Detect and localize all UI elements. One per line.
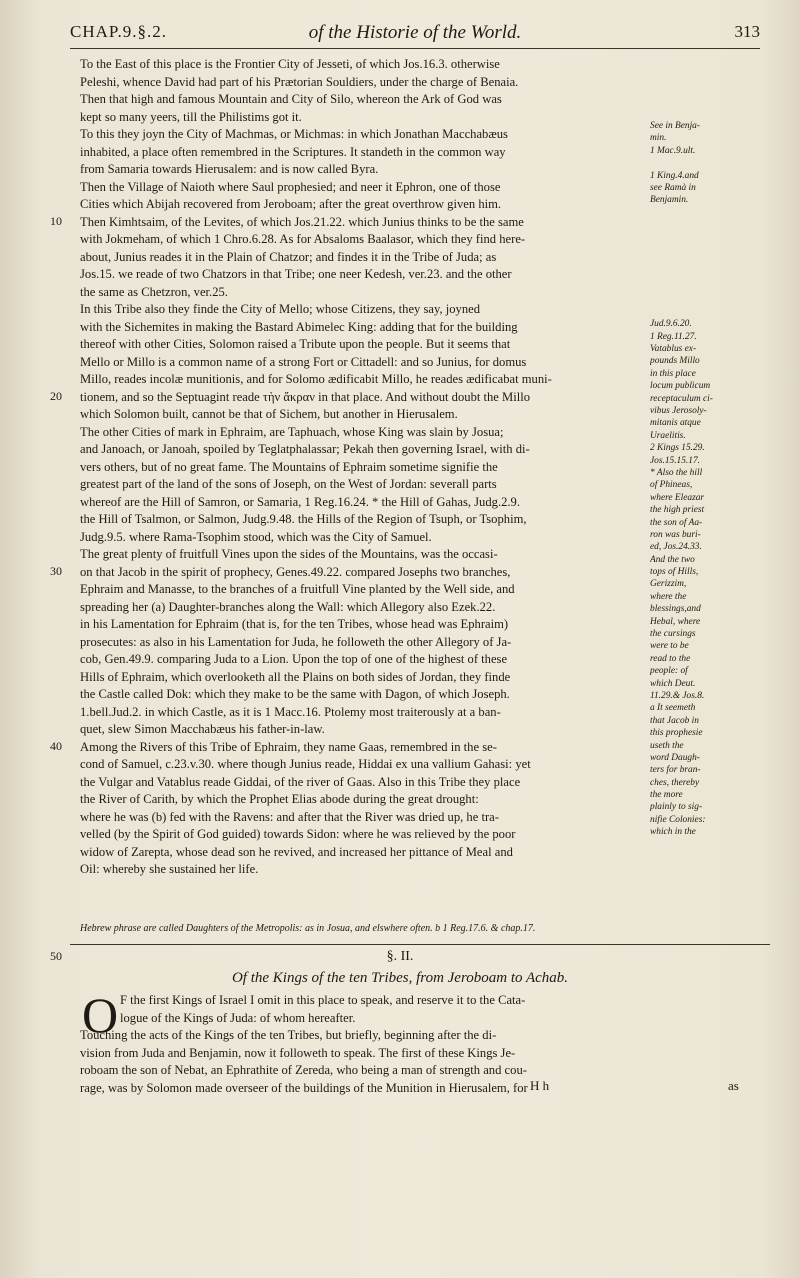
- text-line: Then Kimhtsaim, of the Levites, of which Jos.21.22. which Junius thinks to be the same: [80, 214, 524, 229]
- section-text-block: [80, 992, 680, 1097]
- margin-note-line: see Ramà in: [650, 182, 696, 193]
- margin-note-line: useth the: [650, 740, 684, 751]
- signature-mark: H h: [530, 1078, 550, 1093]
- text-line: The other Cities of mark in Ephraim, are Taphuach, whose King was slain by Josua;: [80, 424, 504, 439]
- margin-note-line: Gerizzim,: [650, 579, 687, 590]
- margin-note-line: [650, 244, 770, 256]
- margin-note-line: * Also the hill: [650, 467, 703, 478]
- margin-note-line: Jos.15.15.17.: [650, 455, 700, 466]
- margin-note-line: where the: [650, 591, 687, 602]
- margin-note-line: [650, 306, 770, 318]
- margin-note-line: word Daugh-: [650, 752, 700, 763]
- margin-note-line: a It seemeth: [650, 703, 696, 714]
- text-line: and Janoach, or Janoah, spoiled by Teglatphalassar; Pekah then governing Israel, with di-: [80, 442, 530, 456]
- text-line: with Jokmeham, of which 1 Chro.6.28. As for Absaloms Baalasor, which they find here-: [80, 232, 526, 246]
- margin-note-line: locum publicum: [650, 381, 711, 392]
- text-line: in his Lamentation for Ephraim (that is, for the ten Tribes, whose head was Ephraim): [80, 617, 509, 631]
- margin-note-line: tops of Hills,: [650, 567, 699, 578]
- margin-note-line: people: of: [650, 666, 688, 677]
- margin-note-line: blessings,and: [650, 604, 701, 615]
- text-line: cob, Gen.49.9. comparing Juda to a Lion. Upon the top of one of the highest of these: [80, 652, 508, 666]
- margin-note-line: the son of Aa-: [650, 517, 703, 528]
- margin-note-line: [650, 269, 770, 281]
- margin-note-line: 11.29.& Jos.8.: [650, 690, 705, 701]
- margin-note-line: [650, 256, 770, 268]
- margin-note-line: Hebal, where: [650, 616, 701, 627]
- margin-note-line: And the two: [650, 554, 695, 565]
- text-line: Jos.15. we reade of two Chatzors in that Tribe; one neer Kedesh, ver.23. and the other: [80, 267, 512, 281]
- text-line: about, Junius reades it in the Plain of Chatzor; and findes it in the Tribe of Juda; as: [80, 249, 497, 264]
- text-line: which Solomon built, cannot be that of Sichem, but another in Hierusalem.: [80, 407, 458, 421]
- footnote: Hebrew phrase are called Daughters of the Metropolis: as in Josua, and elswhere often. b 1 Reg.17.6. & chap.17.: [80, 923, 536, 934]
- text-line: Millo, reades incolæ munitionis, and for Solomo ædificabit Millo, he reades ædificabat muni-: [80, 372, 552, 386]
- margin-note-line: 1 King.4.and: [650, 170, 699, 181]
- margin-note-line: [650, 219, 770, 231]
- section-divider: [70, 944, 770, 945]
- text-line: Then that high and famous Mountain and City of Silo, whereon the Ark of God was: [80, 92, 502, 106]
- margin-note-line: the high priest: [650, 505, 705, 516]
- text-line: thereof with other Cities, Solomon raised a Tribute upon the people. But it seems that: [80, 337, 511, 351]
- text-line: velled (by the Spirit of God guided) towards Sidon: where he was relieved by the poor: [80, 827, 516, 841]
- margin-note-line: of Phineas,: [650, 480, 693, 491]
- section-text-line: F the first Kings of Israel I omit in this place to speak, and reserve it to the Cata-: [120, 993, 526, 1007]
- margin-note-line: plainly to sig-: [650, 802, 703, 813]
- margin-note-line: See in Benja-: [650, 121, 700, 131]
- margin-note-line: which Deut.: [650, 678, 696, 689]
- line-number: 30: [50, 563, 62, 578]
- margin-note-line: 2 Kings 15.29.: [650, 443, 705, 454]
- margin-note-line: [650, 232, 770, 244]
- margin-note-line: where Eleazar: [650, 492, 705, 503]
- chapter-reference: CHAP.9.§.2.: [70, 22, 167, 41]
- text-line: the River of Carith, by which the Prophet Elias abode during the great drought:: [80, 792, 479, 806]
- section-text-line: logue of the Kings of Juda: of whom hereafter.: [120, 1010, 356, 1025]
- text-line: To this they joyn the City of Machmas, or Michmas: in which Jonathan Macchabæus: [80, 127, 508, 141]
- text-line: the same as Chetzron, ver.25.: [80, 284, 228, 299]
- line-number: 10: [50, 213, 62, 228]
- line-number: 40: [50, 738, 62, 753]
- margin-note-line: nifie Colonies:: [650, 814, 706, 825]
- margin-note-line: [650, 281, 770, 293]
- section-text-line: vision from Juda and Benjamin, now it followeth to speak. The first of these Kings Je-: [80, 1045, 516, 1060]
- text-line: Judg.9.5. where Rama-Tsophim stood, which was the City of Samuel.: [80, 529, 432, 544]
- margin-note-line: Uraelitis.: [650, 430, 686, 441]
- margin-note-line: vibus Jerosoly-: [650, 405, 707, 416]
- text-line: quet, slew Simon Macchabæus his father-in-law.: [80, 722, 325, 736]
- text-line: tionem, and so the Septuagint reade τὴν ἄκραν in that place. And without doubt the Millo: [80, 389, 531, 404]
- text-line: with the Sichemites in making the Bastard Abimelec King: adding that for the building: [80, 319, 518, 334]
- margin-note-line: the more: [650, 790, 683, 801]
- margin-note-line: pounds Millo: [650, 356, 700, 367]
- running-header: [70, 14, 760, 49]
- text-line: The great plenty of fruitfull Vines upon the sides of the Mountains, was the occasi-: [80, 547, 498, 561]
- text-line: In this Tribe also they finde the City of Mello; whose Citizens, they say, joyned: [80, 302, 481, 316]
- text-line: 1.bell.Jud.2. in which Castle, as it is 1 Macc.16. Ptolemy most traiterously at a ban-: [80, 704, 501, 719]
- margin-note-line: ron was buri-: [650, 529, 701, 540]
- margin-note-line: the cursings: [650, 629, 696, 640]
- margin-note-line: receptaculum ci-: [650, 393, 713, 404]
- text-line: the Castle called Dok: which they make to be the same with Dagon, of which Joseph.: [80, 687, 510, 701]
- margin-note-line: read to the: [650, 653, 691, 664]
- section-title: Of the Kings of the ten Tribes, from Jeroboam to Achab.: [231, 970, 569, 986]
- margin-note-line: ed, Jos.24.33.: [650, 542, 702, 553]
- page-number: 313: [734, 22, 760, 41]
- margin-note-line: [650, 293, 770, 305]
- line-number: 20: [50, 388, 62, 403]
- margin-note-line: mitanis atque: [650, 418, 701, 429]
- margin-note-line: Vatablus ex-: [650, 344, 697, 355]
- section-text-line: rage, was by Solomon made overseer of the buildings of the Munition in Hierusalem, for: [80, 1080, 528, 1095]
- margin-note-line: 1 Reg.11.27.: [650, 331, 697, 342]
- margin-note-line: 1 Mac.9.ult.: [650, 145, 696, 156]
- text-line: To the East of this place is the Frontier City of Jesseti, of which Jos.16.3. otherwise: [80, 57, 500, 71]
- text-line: the Hill of Tsalmon, or Salmon, Judg.9.48. the Hills of the Region of Tsuph, or Tsophim,: [80, 512, 527, 526]
- text-line: whereof are the Hill of Samron, or Samaria, 1 Reg.16.24. * the Hill of Gahas, Judg.2.9.: [80, 494, 520, 509]
- section-text-line: roboam the son of Nebat, an Ephrathite of Zereda, who being a man of strength and cou-: [80, 1063, 527, 1077]
- text-line: prosecutes: as also in his Lamentation for Juda, he followeth the other Allegory of Ja-: [80, 634, 512, 649]
- margin-note-line: that Jacob in: [650, 715, 699, 726]
- text-line: widow of Zarepta, whose dead son he revived, and increased her pittance of Meal and: [80, 844, 513, 859]
- margin-note-line: in this place: [650, 368, 696, 379]
- text-line: from Samaria towards Hierusalem: and is now called Byra.: [80, 162, 379, 176]
- text-line: on that Jacob in the spirit of prophecy, Genes.49.22. compared Josephs two branches,: [80, 564, 511, 579]
- margin-note-line: [650, 157, 770, 169]
- catchword: as: [728, 1078, 739, 1093]
- text-line: the Vulgar and Vatablus reade Giddai, of the river of Gaas. Also in this Tribe they place: [80, 774, 521, 789]
- margin-note-line: this prophesie: [650, 728, 703, 739]
- section-text-line: Touching the acts of the Kings of the ten Tribes, but briefly, beginning after the di-: [80, 1028, 497, 1042]
- line-number: 50: [50, 949, 62, 963]
- margin-note-line: Benjamin.: [650, 195, 689, 206]
- text-line: where he was (b) fed with the Ravens: and after that the River was dried up, he tra-: [80, 809, 499, 824]
- text-line: Ephraim and Manasse, to the branches of a fruitfull Vine planted by the Well side, and: [80, 582, 515, 596]
- text-line: Mello or Millo is a common name of a strong Fort or Cittadell: and so Junius, for domus: [80, 354, 527, 369]
- text-line: Cities which Abijah recovered from Jeroboam; after the great overthrow given him.: [80, 197, 502, 211]
- margin-notes: [650, 120, 770, 839]
- margin-note-line: Jud.9.6.20.: [650, 319, 692, 330]
- margin-note-line: ters for bran-: [650, 765, 701, 776]
- text-line: spreading her (a) Daughter-branches along the Wall: which Allegory also Ezek.22.: [80, 599, 496, 614]
- text-line: inhabited, a place often remembred in the Scriptures. It standeth in the common way: [80, 144, 506, 159]
- text-line: cond of Samuel, c.23.v.30. where though Junius reade, Hiddai ex una vallium Gahasi: yet: [80, 757, 531, 771]
- main-text-block: [80, 56, 640, 879]
- text-line: Hills of Ephraim, which overlooketh all the Plains on both sides of Jordan, they finde: [80, 669, 511, 684]
- margin-note-line: [650, 207, 770, 219]
- text-line: Among the Rivers of this Tribe of Ephraim, they name Gaas, remembred in the se-: [80, 739, 497, 754]
- text-line: Peleshi, whence David had part of his Prætorian Souldiers, under the charge of Benaia.: [80, 74, 519, 89]
- margin-note-line: which in the: [650, 827, 696, 838]
- margin-note-line: were to be: [650, 641, 689, 652]
- running-title: of the Historie of the World.: [308, 22, 522, 43]
- text-line: greatest part of the land of the sons of Joseph, on the West of Jordan: severall parts: [80, 477, 497, 491]
- text-line: Then the Village of Naioth where Saul prophesied; and neer it Ephron, one of those: [80, 179, 501, 194]
- drop-cap: O: [82, 987, 119, 1043]
- text-line: Oil: whereby she sustained her life.: [80, 862, 259, 876]
- margin-note-line: min.: [650, 133, 667, 144]
- text-line: vers others, but of no great fame. The Mountains of Ephraim sometime signifie the: [80, 459, 498, 474]
- text-line: kept so many yeers, till the Philistims got it.: [80, 109, 302, 124]
- section-number: §. II.: [386, 949, 414, 964]
- margin-note-line: ches, thereby: [650, 777, 700, 788]
